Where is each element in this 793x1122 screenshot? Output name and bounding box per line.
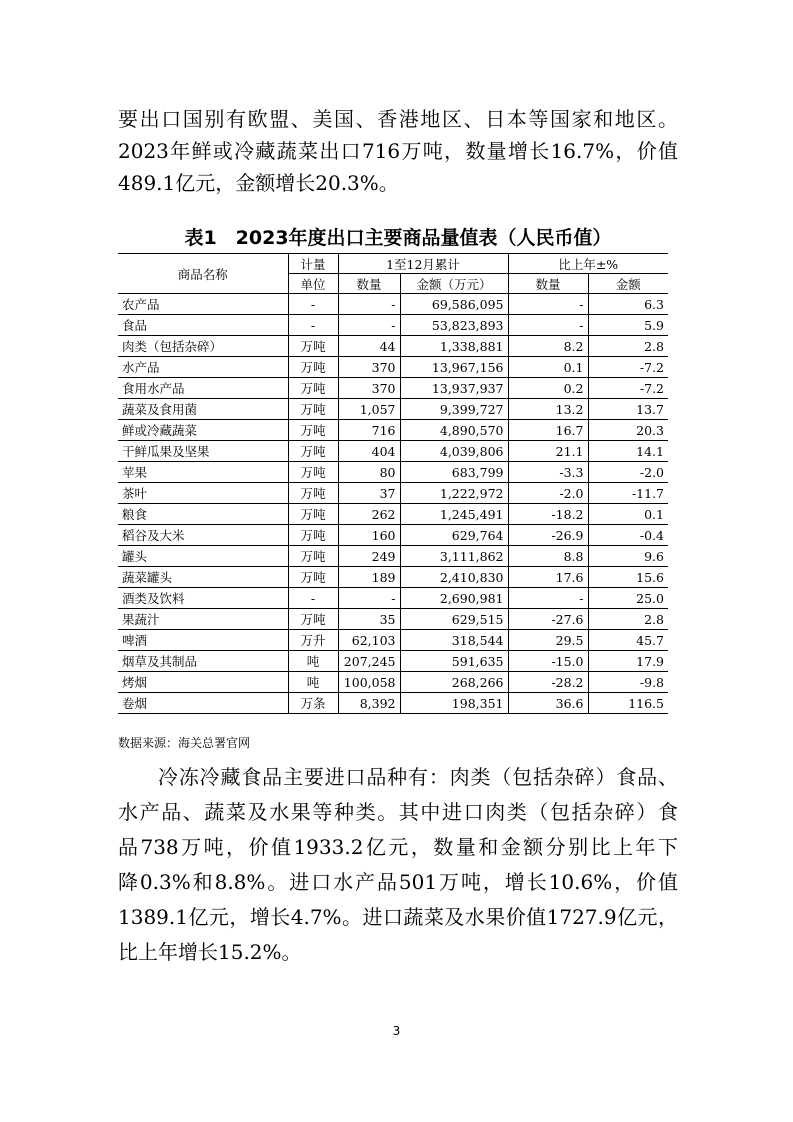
cell-quantity: - — [338, 294, 400, 315]
paragraph-line: 要出口国别有欧盟、美国、香港地区、日本等国家和地区。 — [118, 107, 678, 131]
cell-yoy-amount: 9.6 — [588, 546, 668, 567]
cell-yoy-quantity: 8.8 — [508, 546, 588, 567]
cell-unit: 万吨 — [288, 546, 338, 567]
cell-quantity: 189 — [338, 567, 400, 588]
cell-amount: 1,222,972 — [400, 483, 508, 504]
cell-amount: 4,890,570 — [400, 420, 508, 441]
intro-paragraph — [118, 103, 678, 199]
export-table — [118, 253, 668, 714]
cell-unit: 万升 — [288, 630, 338, 651]
cell-amount: 2,690,981 — [400, 588, 508, 609]
cell-quantity: 44 — [338, 336, 400, 357]
cell-yoy-quantity: 17.6 — [508, 567, 588, 588]
cell-quantity: 249 — [338, 546, 400, 567]
cell-yoy-quantity: 8.2 — [508, 336, 588, 357]
cell-quantity: 207,245 — [338, 651, 400, 672]
cell-unit: 吨 — [288, 672, 338, 693]
cell-quantity: 160 — [338, 525, 400, 546]
cell-amount: 69,586,095 — [400, 294, 508, 315]
cell-quantity: 1,057 — [338, 399, 400, 420]
cell-amount: 1,338,881 — [400, 336, 508, 357]
table-row — [118, 441, 668, 462]
table-row — [118, 546, 668, 567]
paragraph-line: 降0.3%和8.8%。进口水产品501万吨，增长10.6%，价值 — [118, 870, 678, 894]
header-yoy-amount: 金额 — [588, 274, 668, 294]
cell-quantity: 404 — [338, 441, 400, 462]
header-cumulative: 1至12月累计 — [338, 254, 508, 274]
cell-name: 烤烟 — [118, 672, 288, 693]
cell-quantity: 37 — [338, 483, 400, 504]
cell-name: 烟草及其制品 — [118, 651, 288, 672]
table-row — [118, 399, 668, 420]
cell-yoy-amount: -11.7 — [588, 483, 668, 504]
cell-name: 农产品 — [118, 294, 288, 315]
cell-unit: - — [288, 315, 338, 336]
cell-quantity: 62,103 — [338, 630, 400, 651]
cell-yoy-quantity: 0.2 — [508, 378, 588, 399]
cell-yoy-quantity: 0.1 — [508, 357, 588, 378]
cell-yoy-amount: 17.9 — [588, 651, 668, 672]
table-row — [118, 315, 668, 336]
cell-amount: 13,967,156 — [400, 357, 508, 378]
cell-yoy-quantity: 16.7 — [508, 420, 588, 441]
cell-amount: 53,823,893 — [400, 315, 508, 336]
cell-yoy-quantity: 13.2 — [508, 399, 588, 420]
cell-amount: 268,266 — [400, 672, 508, 693]
cell-yoy-amount: 2.8 — [588, 609, 668, 630]
cell-yoy-quantity: 21.1 — [508, 441, 588, 462]
cell-yoy-quantity: -3.3 — [508, 462, 588, 483]
cell-unit: 万吨 — [288, 462, 338, 483]
cell-unit: 万条 — [288, 693, 338, 714]
table-row — [118, 462, 668, 483]
paragraph-line: 489.1亿元，金额增长20.3%。 — [118, 171, 399, 195]
cell-amount: 9,399,727 — [400, 399, 508, 420]
table-row — [118, 420, 668, 441]
cell-quantity: 80 — [338, 462, 400, 483]
cell-yoy-amount: 116.5 — [588, 693, 668, 714]
cell-unit: 万吨 — [288, 336, 338, 357]
cell-yoy-quantity: -26.9 — [508, 525, 588, 546]
cell-name: 水产品 — [118, 357, 288, 378]
cell-yoy-amount: 15.6 — [588, 567, 668, 588]
cell-name: 食用水产品 — [118, 378, 288, 399]
cell-unit: 万吨 — [288, 399, 338, 420]
cell-amount: 198,351 — [400, 693, 508, 714]
cell-yoy-amount: 13.7 — [588, 399, 668, 420]
cell-quantity: 8,392 — [338, 693, 400, 714]
cell-amount: 318,544 — [400, 630, 508, 651]
cell-quantity: - — [338, 588, 400, 609]
table-row — [118, 672, 668, 693]
cell-yoy-quantity: - — [508, 315, 588, 336]
cell-amount: 2,410,830 — [400, 567, 508, 588]
cell-quantity: 100,058 — [338, 672, 400, 693]
cell-yoy-quantity: -28.2 — [508, 672, 588, 693]
header-yoy: 比上年±% — [508, 254, 668, 274]
table-row — [118, 378, 668, 399]
table-row — [118, 630, 668, 651]
cell-quantity: 370 — [338, 378, 400, 399]
table-row — [118, 693, 668, 714]
header-quantity: 数量 — [338, 274, 400, 294]
import-paragraph — [118, 760, 678, 970]
paragraph-line: 比上年增长15.2%。 — [118, 940, 302, 964]
cell-amount: 683,799 — [400, 462, 508, 483]
cell-yoy-quantity: -18.2 — [508, 504, 588, 525]
cell-yoy-amount: -7.2 — [588, 357, 668, 378]
cell-yoy-quantity: 36.6 — [508, 693, 588, 714]
cell-yoy-amount: 14.1 — [588, 441, 668, 462]
cell-name: 食品 — [118, 315, 288, 336]
cell-unit: 万吨 — [288, 504, 338, 525]
table-row — [118, 294, 668, 315]
cell-unit: 万吨 — [288, 483, 338, 504]
cell-yoy-amount: -7.2 — [588, 378, 668, 399]
cell-quantity: 370 — [338, 357, 400, 378]
cell-yoy-quantity: -2.0 — [508, 483, 588, 504]
cell-quantity: 716 — [338, 420, 400, 441]
cell-name: 稻谷及大米 — [118, 525, 288, 546]
cell-unit: 万吨 — [288, 567, 338, 588]
paragraph-line: 2023年鲜或冷藏蔬菜出口716万吨，数量增长16.7%，价值 — [118, 139, 678, 163]
cell-unit: 万吨 — [288, 357, 338, 378]
cell-unit: 吨 — [288, 651, 338, 672]
cell-quantity: 35 — [338, 609, 400, 630]
header-unit-top: 计量 — [288, 254, 338, 274]
table-row — [118, 609, 668, 630]
cell-yoy-amount: 2.8 — [588, 336, 668, 357]
header-name: 商品名称 — [118, 254, 288, 294]
cell-yoy-quantity: - — [508, 588, 588, 609]
table-row — [118, 588, 668, 609]
cell-amount: 1,245,491 — [400, 504, 508, 525]
header-unit-bottom: 单位 — [288, 274, 338, 294]
cell-name: 蔬菜及食用菌 — [118, 399, 288, 420]
cell-unit: 万吨 — [288, 609, 338, 630]
table-row — [118, 357, 668, 378]
cell-yoy-amount: 5.9 — [588, 315, 668, 336]
cell-name: 茶叶 — [118, 483, 288, 504]
paragraph-line: 水产品、蔬菜及水果等种类。其中进口肉类（包括杂碎）食 — [118, 800, 678, 824]
cell-name: 苹果 — [118, 462, 288, 483]
table-header-row — [118, 254, 668, 274]
cell-amount: 591,635 — [400, 651, 508, 672]
cell-yoy-amount: -2.0 — [588, 462, 668, 483]
table-row — [118, 504, 668, 525]
cell-yoy-amount: 20.3 — [588, 420, 668, 441]
cell-name: 罐头 — [118, 546, 288, 567]
cell-quantity: 262 — [338, 504, 400, 525]
cell-name: 鲜或冷藏蔬菜 — [118, 420, 288, 441]
cell-unit: 万吨 — [288, 420, 338, 441]
table-row — [118, 567, 668, 588]
cell-name: 啤酒 — [118, 630, 288, 651]
cell-yoy-quantity: -15.0 — [508, 651, 588, 672]
cell-yoy-quantity: - — [508, 294, 588, 315]
cell-yoy-quantity: 29.5 — [508, 630, 588, 651]
cell-amount: 4,039,806 — [400, 441, 508, 462]
cell-unit: - — [288, 588, 338, 609]
cell-yoy-amount: -9.8 — [588, 672, 668, 693]
page-number: 3 — [392, 1024, 401, 1038]
cell-amount: 13,937,937 — [400, 378, 508, 399]
cell-name: 卷烟 — [118, 693, 288, 714]
cell-yoy-quantity: -27.6 — [508, 609, 588, 630]
table-row — [118, 336, 668, 357]
cell-name: 粮食 — [118, 504, 288, 525]
header-yoy-quantity: 数量 — [508, 274, 588, 294]
cell-yoy-amount: 6.3 — [588, 294, 668, 315]
table-title: 表1 2023年度出口主要商品量值表（人民币值） — [184, 227, 612, 249]
cell-amount: 3,111,862 — [400, 546, 508, 567]
cell-quantity: - — [338, 315, 400, 336]
cell-yoy-amount: 0.1 — [588, 504, 668, 525]
cell-amount: 629,764 — [400, 525, 508, 546]
cell-name: 果蔬汁 — [118, 609, 288, 630]
paragraph-line: 品738万吨，价值1933.2亿元，数量和金额分别比上年下 — [118, 835, 678, 859]
cell-name: 肉类（包括杂碎） — [118, 336, 288, 357]
paragraph-line: 冷冻冷藏食品主要进口品种有：肉类（包括杂碎）食品、 — [158, 765, 678, 789]
cell-name: 蔬菜罐头 — [118, 567, 288, 588]
cell-yoy-amount: 45.7 — [588, 630, 668, 651]
cell-yoy-amount: -0.4 — [588, 525, 668, 546]
cell-yoy-amount: 25.0 — [588, 588, 668, 609]
cell-unit: 万吨 — [288, 441, 338, 462]
cell-unit: 万吨 — [288, 378, 338, 399]
cell-unit: - — [288, 294, 338, 315]
paragraph-line: 1389.1亿元，增长4.7%。进口蔬菜及水果价值1727.9亿元， — [118, 905, 678, 929]
table-row — [118, 651, 668, 672]
cell-name: 干鲜瓜果及坚果 — [118, 441, 288, 462]
table-row — [118, 525, 668, 546]
cell-unit: 万吨 — [288, 525, 338, 546]
table-row — [118, 483, 668, 504]
header-amount: 金额（万元） — [400, 274, 508, 294]
cell-amount: 629,515 — [400, 609, 508, 630]
cell-name: 酒类及饮料 — [118, 588, 288, 609]
data-source-note: 数据来源：海关总署官网 — [118, 736, 251, 750]
